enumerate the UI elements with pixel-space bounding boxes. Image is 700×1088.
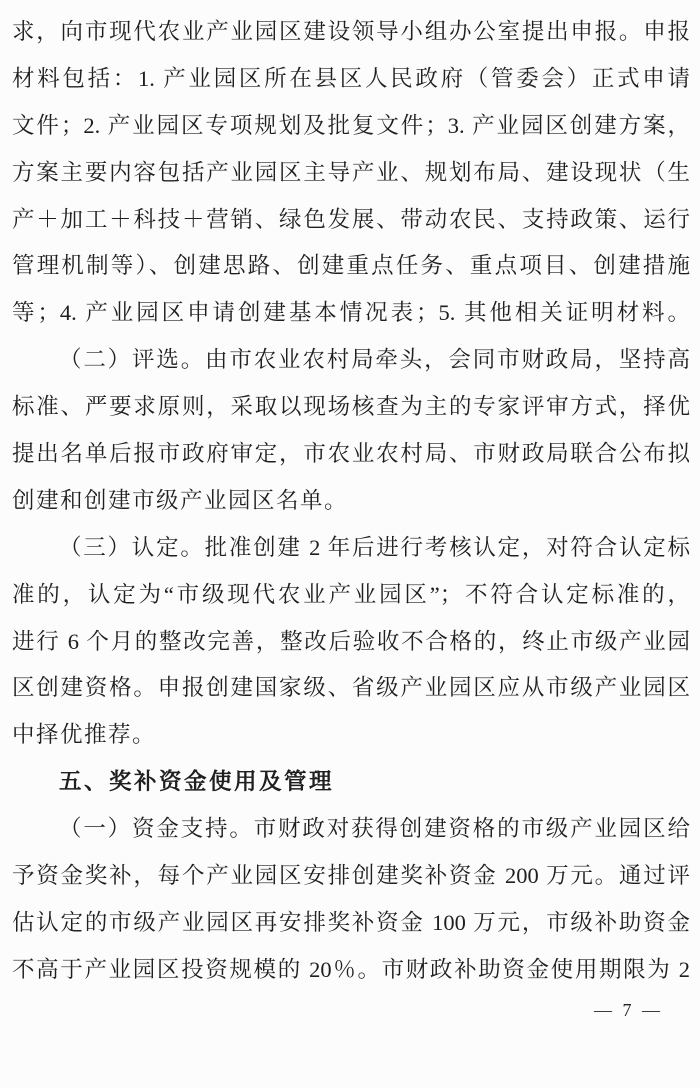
text-line: 材料包括：1. 产业园区所在县区人民政府（管委会）正式申请: [12, 65, 690, 91]
text-line: 进行 6 个月的整改完善，整改后验收不合格的，终止市级产业园: [12, 628, 690, 654]
text-line: 估认定的市级产业园区再安排奖补资金 100 万元，市级补助资金: [12, 909, 690, 935]
paragraph-start-line: （一）资金支持。市财政对获得创建资格的市级产业园区给: [59, 816, 690, 842]
text-line: 提出名单后报市政府审定，市农业农村局、市财政局联合公布拟: [12, 441, 690, 467]
text-line: 予资金奖补，每个产业园区安排创建奖补资金 200 万元。通过评: [12, 863, 690, 889]
text-line: 等；4. 产业园区申请创建基本情况表；5. 其他相关证明材料。: [12, 300, 690, 326]
text-line: 求，向市现代农业产业园区建设领导小组办公室提出申报。申报: [12, 19, 690, 44]
paragraph-start-line: （二）评选。由市农业农村局牵头，会同市财政局，坚持高: [59, 347, 690, 373]
text-line: 文件；2. 产业园区专项规划及批复文件；3. 产业园区创建方案，: [12, 112, 690, 138]
text-line: 管理机制等）、创建思路、创建重点任务、重点项目、创建措施: [12, 253, 690, 279]
text-line: 方案主要内容包括产业园区主导产业、规划布局、建设现状（生: [12, 159, 690, 185]
text-line: 准的，认定为“市级现代农业产业园区”；不符合认定标准的，: [12, 581, 690, 607]
paragraph-end-line: 创建和创建市级产业园区名单。: [12, 487, 349, 513]
text-line: 产＋加工＋科技＋营销、绿色发展、带动农民、支持政策、运行: [12, 206, 690, 232]
text-line: 区创建资格。申报创建国家级、省级产业园区应从市级产业园区: [12, 675, 690, 701]
page-number: — 7 —: [594, 999, 663, 1020]
paragraph-end-line: 中择优推荐。: [12, 722, 157, 748]
text-line: 不高于产业园区投资规模的 20％。市财政补助资金使用期限为 2: [12, 956, 690, 982]
text-line: 标准、严要求原则，采取以现场核查为主的专家评审方式，择优: [12, 394, 690, 420]
paragraph-start-line: （三）认定。批准创建 2 年后进行考核认定，对符合认定标: [59, 534, 690, 560]
section-heading: 五、奖补资金使用及管理: [59, 769, 335, 795]
